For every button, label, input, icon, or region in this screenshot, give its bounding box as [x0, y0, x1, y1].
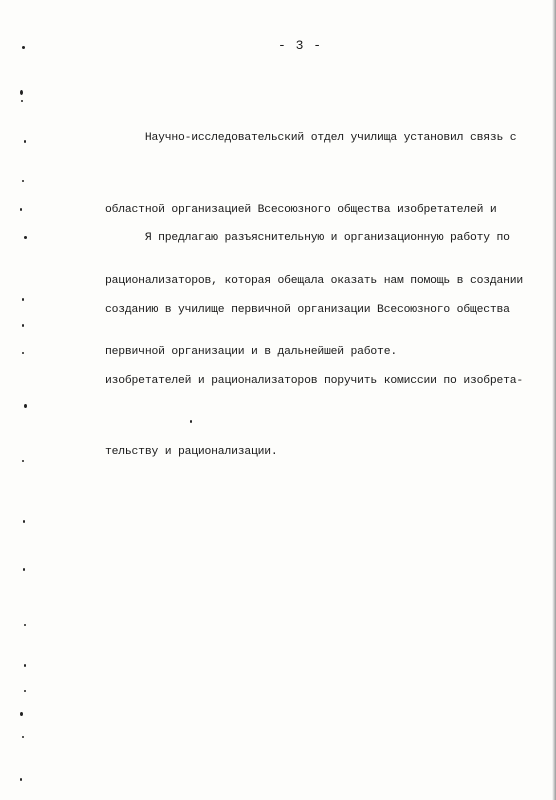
- scan-speck: [23, 568, 25, 571]
- scan-speck: [23, 520, 25, 523]
- scan-speck: [24, 140, 26, 143]
- text-line: первичной организации и в дальнейшей работе.: [105, 345, 397, 358]
- scan-speck: [20, 712, 23, 716]
- scan-speck: [24, 624, 26, 626]
- scan-speck: [21, 100, 23, 102]
- scan-speck: [24, 690, 26, 692]
- scan-speck: [190, 420, 192, 423]
- text-line: изобретателей и рационализаторов поручить комиссии по изобрета-: [105, 374, 524, 387]
- text-line: тельству и рационализации.: [105, 445, 278, 458]
- scan-speck: [24, 236, 27, 239]
- scan-speck: [22, 460, 24, 462]
- page-number: - 3 -: [277, 38, 322, 53]
- scan-speck: [22, 736, 24, 738]
- scan-speck: [20, 778, 22, 781]
- scan-speck: [20, 90, 23, 95]
- scan-speck: [22, 324, 24, 327]
- scan-speck: [22, 352, 24, 354]
- scan-speck: [22, 46, 25, 49]
- scan-speck: [22, 298, 24, 301]
- text-line: созданию в училище первичной организации Всесоюзного общества: [105, 303, 510, 316]
- text-line: Научно-исследовательский отдел училища установил связь с: [105, 132, 517, 145]
- scan-speck: [22, 180, 24, 182]
- scan-edge-shadow: [552, 0, 556, 800]
- text-line: Я предлагаю разъяснительную и организационную работу по: [105, 232, 510, 245]
- text-line: рационализаторов, которая обещала оказать нам помощь в создании: [105, 274, 524, 287]
- scan-speck: [24, 404, 27, 408]
- text-line: областной организацией Всесоюзного общества изобретателей и: [105, 203, 497, 216]
- scan-speck: [20, 208, 22, 211]
- paragraph-2: [105, 180, 545, 512]
- scan-speck: [24, 664, 26, 667]
